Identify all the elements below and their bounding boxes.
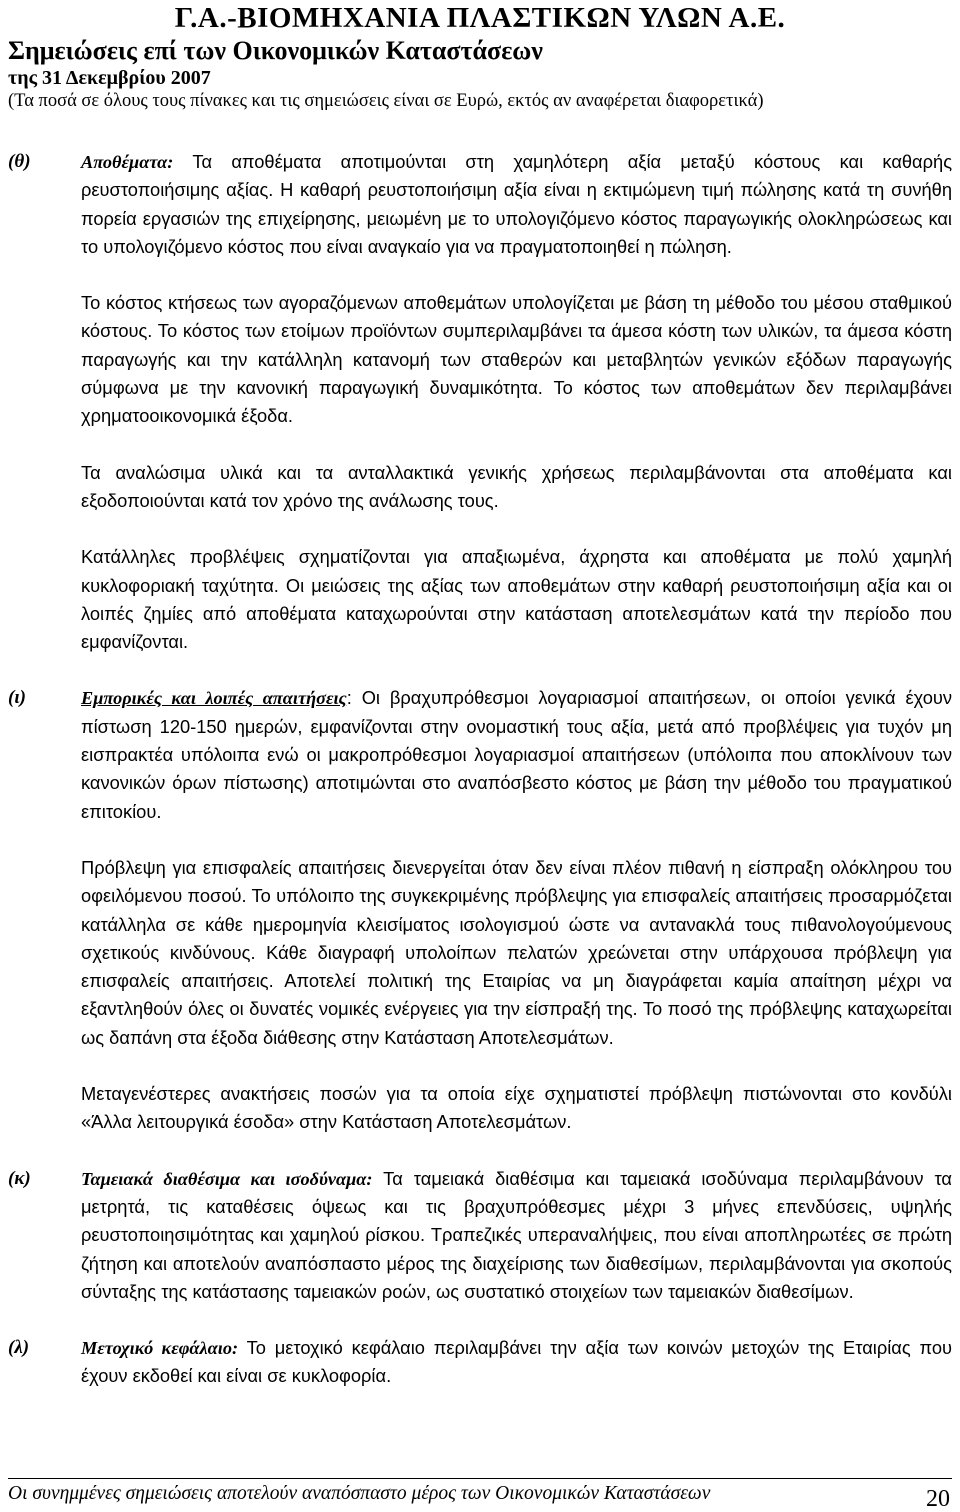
section-title: Μετοχικό κεφάλαιο: bbox=[81, 1338, 239, 1359]
page-number: 20 bbox=[926, 1486, 950, 1512]
document-title: Σημειώσεις επί των Οικονομικών Καταστάσεων bbox=[8, 36, 543, 65]
paragraph: Κατάλληλες προβλέψεις σχηματίζονται για απαξιωμένα, άχρηστα και αποθέματα με πολύ χαμηλή κυκλοφοριακή ταχύτητα. Οι μειώσεις της αξίας των αποθεμάτων στην καθαρή ρευστοποιήσιμη αξία και οι λοιπές ζημίες από αποθέματα καταχωρούνται στην κατάσταση αποτελεσμάτων κατά την περίοδο που εμφανίζονται. bbox=[81, 546, 952, 653]
company-name: Γ.Α.-ΒΙΟΜΗΧΑΝΙΑ ΠΛΑΣΤΙΚΩΝ ΥΛΩΝ Α.Ε. bbox=[174, 2, 786, 34]
paragraph: Πρόβλεψη για επισφαλείς απαιτήσεις διενεργείται όταν δεν είναι πλέον πιθανή η είσπραξη ολόκληρου του οφειλόμενου ποσού. Το υπόλοιπο της συγκεκριμένης πρόβλεψης για επισφαλείς απαιτήσεις προσαρμόζεται κατάλληλα σε κάθε ημερομηνία κλεισίματος ισολογισμού ώστε να αντανακλά τους πιθανολογούμενους σχετικούς κινδύνους. Κάθε διαγραφή υπολοίπων πελατών χρεώνεται στην υπάρχουσα πρόβλεψη για επισφαλείς απαιτήσεις. Αποτελεί πολιτική της Εταιρίας να μη διαγράφεται καμία απαίτηση μέχρι να εξαντληθούν όλες οι δυνατές νομικές ενέργειες για την είσπραξή της. Το ποσό της πρόβλεψης καταχωρείται ως δαπάνη στα έξοδα διάθεσης στην Κατάσταση Αποτελεσμάτων. bbox=[81, 856, 952, 1048]
page-footer bbox=[8, 1478, 952, 1512]
paragraph-text: Τα αποθέματα αποτιμούνται στη χαμηλότερη αξία μεταξύ κόστους και καθαρής ρευστοποιήσιμης αξίας. Η καθαρή ρευστοποιήσιμη αξία είναι η εκτιμώμενη τιμή πώλησης κατά τη συνήθη πορεία εργασιών της επιχείρησης, μειωμένη με το υπολογιζόμενο κόστος παραγωγικής ολοκληρώσεως και το υπολογιζόμενο κόστος που είναι αναγκαίο για να πραγματοποιηθεί η πώληση. bbox=[81, 151, 953, 257]
section-title: Αποθέματα: bbox=[81, 152, 174, 172]
document-body bbox=[0, 148, 960, 1419]
page-header bbox=[0, 0, 960, 112]
paragraph: Τα αναλώσιμα υλικά και τα ανταλλακτικά γενικής χρήσεως περιλαμβάνονται στα αποθέματα και εξοδοποιούνται κατά τον χρόνο της ανάλωσης τους. bbox=[81, 461, 952, 511]
section-marker: (θ) bbox=[8, 151, 31, 172]
paragraph-text: : Οι βραχυπρόθεσμοι λογαριασμοί απαιτήσεων, οι οποίοι γενικά έχουν πίστωση 120-150 ημερών, εμφανίζονται στην ονομαστική τους αξία, μετά από προβλέψεις για τυχόν μη εισπρακτέα υπόλοιπα ενώ οι μακροπρόθεσμοι λογαριασμοί απαιτήσεων (υπόλοιπα που αποκλίνουν των κανονικών όρων πίστωσης) αποτιμώνται στο αναπόσβεστο κόστος με βάση την μέθοδο του πραγματικού επιτοκίου. bbox=[81, 687, 952, 822]
section-iota bbox=[0, 684, 960, 1136]
document-date: της 31 Δεκεμβρίου 2007 bbox=[8, 67, 211, 89]
paragraph: Μεταγενέστερες ανακτήσεις ποσών για τα οποία είχε σχηματιστεί πρόβλεψη πιστώνονται στο κονδύλι «Άλλα λειτουργικά έσοδα» στην Κατάσταση Αποτελεσμάτων. bbox=[81, 1083, 952, 1133]
section-theta bbox=[0, 148, 960, 656]
section-marker: (ι) bbox=[8, 687, 26, 709]
section-marker: (λ) bbox=[8, 1337, 30, 1359]
paragraph-text: Τα ταμειακά διαθέσιμα και ταμειακά ισοδύναμα περιλαμβάνουν τα μετρητά, τις καταθέσεις όψεως και τις βραχυπρόθεσμες μέχρι 3 μήνες επενδύσεις, υψηλής ρευστοποιησιμότητας και χαμηλού ρίσκου. Τραπεζικές υπεραναλήψεις, που είναι αποπληρωτέες σε πρώτη ζήτηση και αποτελούν αναπόσπαστο μέρος της διαχείρισης των διαθεσίμων, περιλαμβάνονται για σκοπούς σύνταξης της κατάστασης ταμειακών ροών, ως συστατικό στοιχείων των ταμειακών διαθεσίμων. bbox=[81, 1167, 953, 1302]
paragraph bbox=[81, 684, 952, 825]
footer-note: Οι συνημμένες σημειώσεις αποτελούν αναπόσπαστο μέρος των Οικονομικών Καταστάσεων bbox=[8, 1483, 711, 1504]
section-title: Εμπορικές και λοιπές απαιτήσεις bbox=[81, 688, 347, 709]
section-title: Ταμειακά διαθέσιμα και ισοδύναμα: bbox=[81, 1168, 373, 1189]
paragraph-text: Το μετοχικό κεφάλαιο περιλαμβάνει την αξία των κοινών μετοχών της Εταιρίας που έχουν εκδοθεί και είναι σε κυκλοφορία. bbox=[81, 1337, 953, 1387]
paragraph bbox=[81, 1165, 952, 1306]
paragraph bbox=[81, 1334, 952, 1391]
paragraph: Το κόστος κτήσεως των αγοραζόμενων αποθεμάτων υπολογίζεται με βάση τη μέθοδο του μέσου σταθμικού κόστους. Το κόστος των ετοίμων προϊόντων συμπεριλαμβάνει τα άμεσα κόστη των υλικών, τα άμεσα κόστη παραγωγής και την κατάλληλη κατανομή των σταθερών και μεταβλητών γενικών εξόδων παραγωγής σύμφωνα με την κανονική παραγωγική δυναμικότητα. Το κόστος των αποθεμάτων δεν περιλαμβάνει χρηματοοικονομικά έξοδα. bbox=[81, 292, 952, 427]
section-marker: (κ) bbox=[8, 1167, 31, 1189]
footer-divider bbox=[8, 1478, 952, 1479]
section-kappa bbox=[0, 1165, 960, 1306]
currency-note: (Τα ποσά σε όλους τους πίνακες και τις σημειώσεις είναι σε Ευρώ, εκτός αν αναφέρεται διαφορετικά) bbox=[8, 91, 764, 111]
paragraph bbox=[81, 148, 952, 261]
section-lambda bbox=[0, 1334, 960, 1391]
